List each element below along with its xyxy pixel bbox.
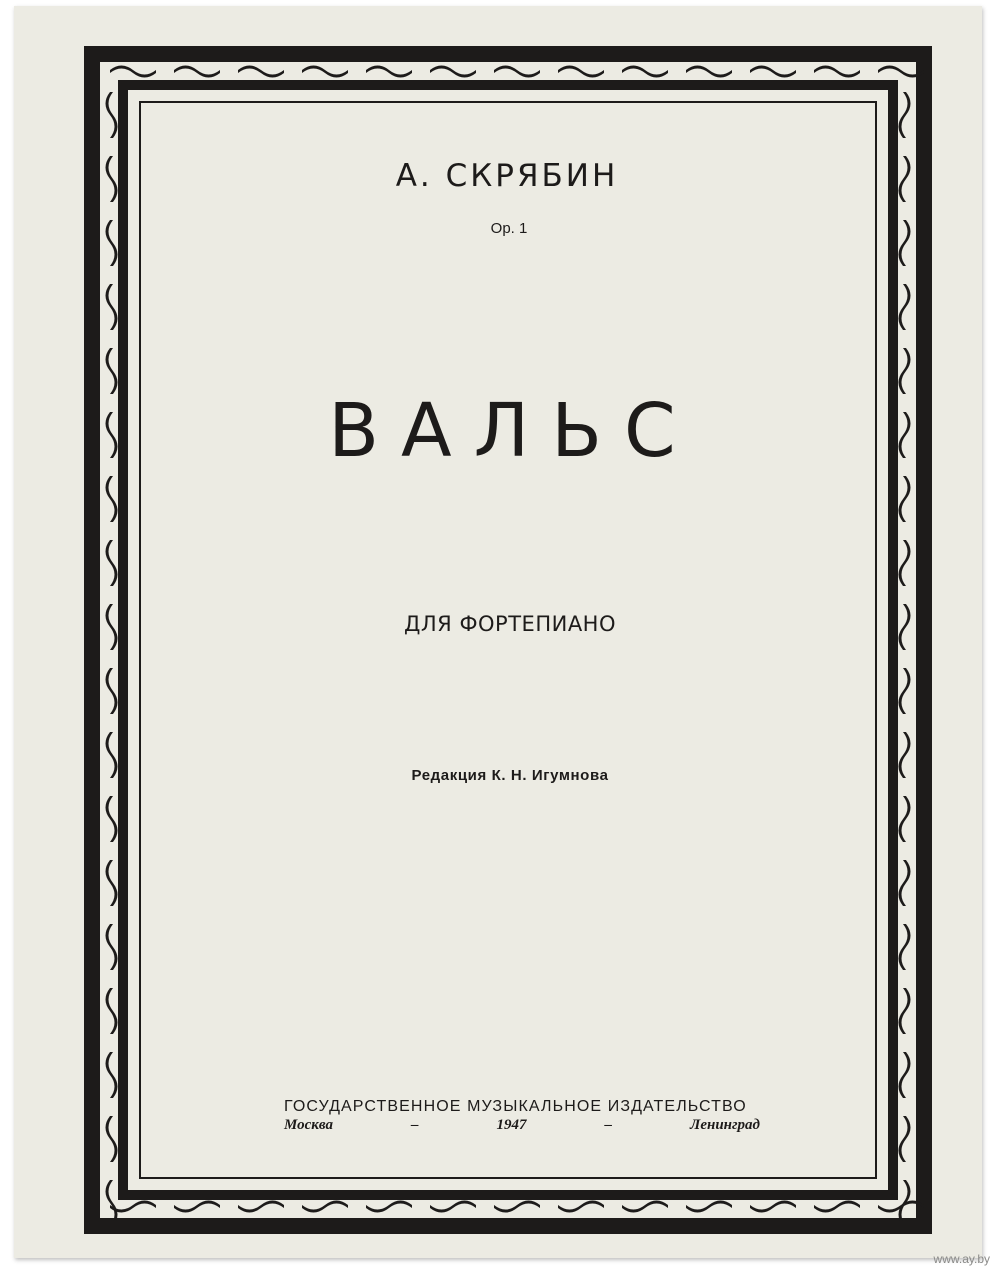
imprint-line	[284, 1117, 760, 1134]
city-moscow: Москва	[284, 1117, 333, 1133]
publication-year: 1947	[496, 1117, 527, 1133]
piece-title: ВАЛЬС	[328, 388, 698, 474]
editor-credit: Редакция К. Н. Игумнова	[411, 767, 609, 784]
composer-name: А. СКРЯБИН	[395, 158, 619, 194]
publisher-name: ГОСУДАРСТВЕННОЕ МУЗЫКАЛЬНОЕ ИЗДАТЕЛЬСТВО	[284, 1098, 747, 1115]
dash-right: –	[604, 1117, 613, 1133]
inner-paper	[128, 90, 888, 1190]
opus-number: Op. 1	[490, 220, 528, 237]
dash-left: –	[411, 1117, 419, 1133]
site-watermark: www.ay.by	[933, 1252, 990, 1266]
instrument-label: ДЛЯ ФОРТЕПИАНО	[403, 612, 617, 636]
city-leningrad: Ленинград	[690, 1117, 760, 1133]
publisher-block	[284, 1098, 760, 1134]
